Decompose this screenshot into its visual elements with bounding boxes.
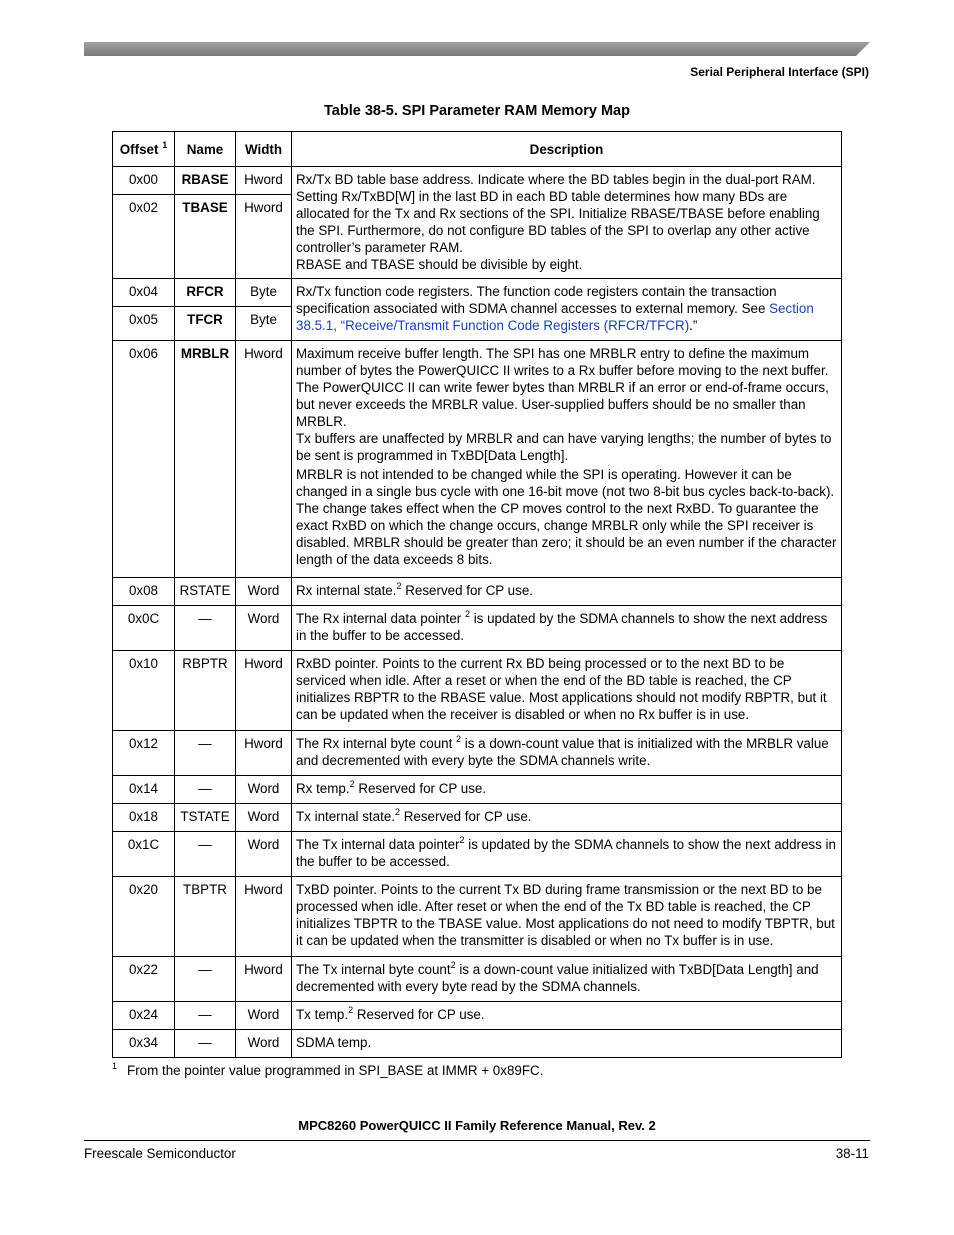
col-name: Name — [175, 132, 236, 167]
name-cell: MRBLR — [175, 341, 236, 578]
offset-cell: 0x10 — [113, 651, 175, 731]
offset-cell: 0x14 — [113, 776, 175, 804]
table-row — [113, 877, 842, 957]
description-cell: The Rx internal byte count $^2$ is a down-count value that is initialized with the MRBLR value and decremented with every byte the SDMA channels write. — [292, 731, 842, 776]
name-cell: — — [175, 957, 236, 1002]
header-bar — [84, 42, 870, 56]
description-cell: SDMA temp. — [292, 1030, 842, 1058]
name-cell: — — [175, 731, 236, 776]
table-row — [113, 804, 842, 832]
name-cell: — — [175, 1030, 236, 1058]
description-cell: Tx internal state.$^2$ Reserved for CP use. — [292, 804, 842, 832]
description-cell: The Rx internal data pointer $^2$ is updated by the SDMA channels to show the next address in the buffer to be accessed. — [292, 606, 842, 651]
offset-cell: 0x12 — [113, 731, 175, 776]
offset-cell: 0x05 — [113, 307, 175, 341]
offset-cell: 0x34 — [113, 1030, 175, 1058]
offset-cell: 0x1C — [113, 832, 175, 877]
table-row — [113, 957, 842, 1002]
description-cell: Rx internal state.$^2$ Reserved for CP use. — [292, 578, 842, 606]
table-row — [113, 578, 842, 606]
name-cell: — — [175, 832, 236, 877]
description-cell: Tx temp.$^2$ Reserved for CP use. — [292, 1002, 842, 1030]
name-cell: RBASE — [175, 167, 236, 195]
name-cell: TSTATE — [175, 804, 236, 832]
table-title: Table 38-5. SPI Parameter RAM Memory Map — [324, 103, 630, 119]
width-cell: Hword — [236, 341, 292, 578]
table-row — [113, 776, 842, 804]
width-cell: Byte — [236, 307, 292, 341]
description-cell: Rx/Tx BD table base address. Indicate where the BD tables begin in the dual-port RAM. Setting Rx/TxBD[W] in the last BD in each BD table determines how many BDs are allocated for the Tx and Rx sections of the SPI. Initialize RBASE/TBASE before enabling the SPI. Furthermore, do not configure BD tables of the SPI to overlap any other active controller’s parameter RAM. RBASE and TBASE should be divisible by eight. — [292, 167, 842, 279]
description-cell: The Tx internal data pointer$^2$ is updated by the SDMA channels to show the next address in the buffer to be accessed. — [292, 832, 842, 877]
offset-cell: 0x08 — [113, 578, 175, 606]
name-cell: RFCR — [175, 279, 236, 307]
offset-cell: 0x06 — [113, 341, 175, 578]
table-row — [113, 731, 842, 776]
name-cell: — — [175, 606, 236, 651]
width-cell: Word — [236, 1030, 292, 1058]
width-cell: Hword — [236, 957, 292, 1002]
width-cell: Hword — [236, 195, 292, 279]
width-cell: Word — [236, 804, 292, 832]
table-row — [113, 832, 842, 877]
width-cell: Word — [236, 606, 292, 651]
width-cell: Hword — [236, 731, 292, 776]
name-cell: RBPTR — [175, 651, 236, 731]
width-cell: Hword — [236, 651, 292, 731]
offset-cell: 0x22 — [113, 957, 175, 1002]
width-cell: Word — [236, 776, 292, 804]
table-row — [113, 279, 842, 307]
table-row — [113, 651, 842, 731]
description-cell: Rx/Tx function code registers. The function code registers contain the transaction specification associated with SDMA channel accesses to external memory. See Section 38.5.1, “Receive/Transmit Function Code Registers (RFCR/TFCR).” — [292, 279, 842, 341]
section-header: Serial Peripheral Interface (SPI) — [690, 65, 869, 79]
col-width: Width — [236, 132, 292, 167]
name-cell: TBPTR — [175, 877, 236, 957]
width-cell: Word — [236, 832, 292, 877]
width-cell: Word — [236, 1002, 292, 1030]
page-number: 38-11 — [835, 1146, 869, 1161]
description-cell: TxBD pointer. Points to the current Tx BD during frame transmission or the next BD to be processed when idle. After reset or when the end of the Tx BD table is reached, the CP initializes TBPTR to the TBASE value. Most applications do not need to modify TBPTR, but it can be updated when the transmitter is disabled or when no Tx buffer is in use. — [292, 877, 842, 957]
table-row — [113, 167, 842, 195]
offset-cell: 0x18 — [113, 804, 175, 832]
name-cell: TFCR — [175, 307, 236, 341]
table-header-row — [113, 132, 842, 167]
description-cell: Maximum receive buffer length. The SPI has one MRBLR entry to define the maximum number of bytes the PowerQUICC II writes to a Rx buffer before moving to the next buffer. The PowerQUICC II can write fewer bytes than MRBLR if an error or end-of-frame occurs, but never exceeds the MRBLR value. User-supplied buffers should be no smaller than MRBLR. Tx buffers are unaffected by MRBLR and can have varying lengths; the number of bytes to be sent is programmed in TxBD[Data Length]. MRBLR is not intended to be changed while the SPI is operating. However it can be changed in a single bus cycle with one 16-bit move (not two 8-bit bus cycles back-to-back). The change takes effect when the CP moves control to the next RxBD. To guarantee the exact RxBD on which the change occurs, change MRBLR only while the SPI receiver is disabled. MRBLR should be greater than zero; it should be an even number if the character length of the data exceeds 8 bits. — [292, 341, 842, 578]
offset-cell: 0x04 — [113, 279, 175, 307]
col-offset: Offset $^1$ — [113, 132, 175, 167]
memory-map-table — [112, 131, 842, 1058]
width-cell: Byte — [236, 279, 292, 307]
offset-cell: 0x02 — [113, 195, 175, 279]
footnote: $^1$ From the pointer value programmed in SPI_BASE at IMMR + 0x89FC. — [112, 1061, 544, 1078]
name-cell: TBASE — [175, 195, 236, 279]
footer-divider — [84, 1140, 870, 1141]
width-cell: Word — [236, 578, 292, 606]
width-cell: Hword — [236, 167, 292, 195]
offset-cell: 0x24 — [113, 1002, 175, 1030]
width-cell: Hword — [236, 877, 292, 957]
table-row — [113, 1002, 842, 1030]
description-cell: Rx temp.$^2$ Reserved for CP use. — [292, 776, 842, 804]
table-row — [113, 606, 842, 651]
offset-cell: 0x0C — [113, 606, 175, 651]
name-cell: RSTATE — [175, 578, 236, 606]
offset-cell: 0x20 — [113, 877, 175, 957]
manual-title: MPC8260 PowerQUICC II Family Reference Manual, Rev. 2 — [298, 1118, 656, 1133]
offset-cell: 0x00 — [113, 167, 175, 195]
description-cell: The Tx internal byte count$^2$ is a down-count value initialized with TxBD[Data Length] and decremented with every byte read by the SDMA channels. — [292, 957, 842, 1002]
section-link[interactable]: Section 38.5.1, “Receive/Transmit Function Code Registers (RFCR/TFCR) — [296, 301, 814, 333]
col-description: Description — [292, 132, 842, 167]
table-row — [113, 1030, 842, 1058]
description-cell: RxBD pointer. Points to the current Rx BD being processed or to the next BD to be serviced when idle. After a reset or when the end of the BD table is reached, the CP initializes RBPTR to the RBASE value. Most applications should not modify RBPTR, but it can be updated when the receiver is disabled or when no Rx buffer is in use. — [292, 651, 842, 731]
name-cell: — — [175, 1002, 236, 1030]
name-cell: — — [175, 776, 236, 804]
company-name: Freescale Semiconductor — [84, 1146, 236, 1161]
table-row — [113, 341, 842, 578]
